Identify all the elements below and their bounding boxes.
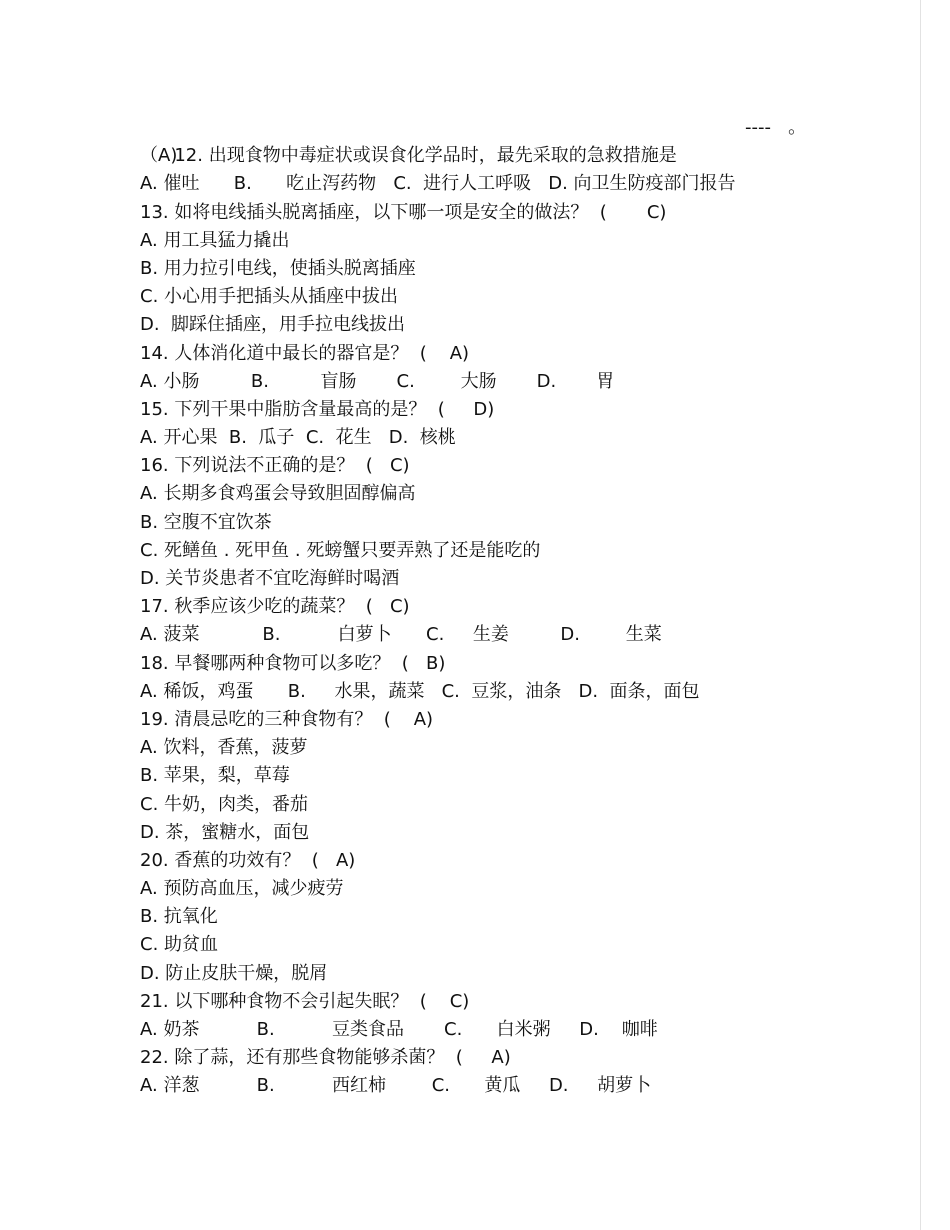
question-20-text: 20. 香蕉的功效有？ ( A) xyxy=(140,849,356,871)
question-13-option-b: B. 用力拉引电线，使插头脱离插座 xyxy=(140,257,416,279)
question-14-text: 14. 人体消化道中最长的器官是？ ( A) xyxy=(140,342,470,364)
question-21-text: 21. 以下哪种食物不会引起失眠？ ( C) xyxy=(140,990,470,1012)
question-16-text: 16. 下列说法不正确的是？ ( C) xyxy=(140,455,410,477)
question-12-line-1 xyxy=(140,114,820,167)
question-22-options: A. 洋葱 B. 西红柿 C. 黄瓜 D. 胡萝卜 xyxy=(140,1075,652,1097)
question-17-options: A. 菠菜 B. 白萝卜 C. 生姜 D. 生菜 xyxy=(140,624,662,646)
question-19-option-b: B. 苹果，梨，草莓 xyxy=(140,765,290,787)
page-edge-divider xyxy=(920,0,921,1230)
quiz-text-body xyxy=(140,114,820,1101)
question-20-option-a: A. 预防高血压，减少疲劳 xyxy=(140,878,344,900)
question-14-options: A. 小肠 B. 盲肠 C. 大肠 D. 胃 xyxy=(140,370,615,392)
question-13-option-c: C. 小心用手把插头从插座中拔出 xyxy=(140,286,399,308)
question-16-option-d: D. 关节炎患者不宜吃海鲜时喝酒 xyxy=(140,568,400,589)
question-22-text: 22. 除了蒜，还有那些食物能够杀菌？ ( A) xyxy=(140,1047,511,1069)
question-16-option-a: A. 长期多食鸡蛋会导致胆固醇偏高 xyxy=(140,483,416,505)
question-20-option-d: D. 防止皮肤干燥，脱屑 xyxy=(140,962,328,984)
question-13-text: 13. 如将电线插头脱离插座，以下哪一项是安全的做法？ ( C) xyxy=(140,201,667,223)
question-13-option-d: D. 脚踩住插座，用手拉电线拔出 xyxy=(140,314,406,336)
question-17-text: 17. 秋季应该少吃的蔬菜？ ( C) xyxy=(140,596,410,618)
question-20-option-b: B. 抗氧化 xyxy=(140,906,218,928)
question-12-text: 12. 出现食物中毒症状或误食化学品时，最先采取的急救措施是 xyxy=(174,145,677,167)
question-13-option-a: A. 用工具猛力撬出 xyxy=(140,229,290,251)
question-16-option-b: B. 空腹不宜饮茶 xyxy=(140,511,272,533)
question-19-text: 19. 清晨忌吃的三种食物有？ ( A) xyxy=(140,708,434,730)
question-19-option-a: A. 饮料，香蕉，菠萝 xyxy=(140,737,308,759)
question-15-options: A. 开心果 B. 瓜子 C. 花生 D. 核桃 xyxy=(140,427,456,449)
question-19-option-c: C. 牛奶，肉类，番茄 xyxy=(140,793,309,815)
question-18-text: 18. 早餐哪两种食物可以多吃？ ( B) xyxy=(140,652,446,674)
question-12-answer: （A) xyxy=(140,145,178,167)
question-19-option-d: D. 茶，蜜糖水，面包 xyxy=(140,821,310,843)
question-12-blank: ---- 。 xyxy=(745,117,807,138)
question-16-option-c: C. 死鳝鱼 . 死甲鱼 . 死螃蟹只要弄熟了还是能吃的 xyxy=(140,539,541,561)
question-12-options: A. 催吐 B. 吃止泻药物 C. 进行人工呼吸 D. 向卫生防疫部门报告 xyxy=(140,173,736,195)
question-15-text: 15. 下列干果中脂肪含量最高的是？ ( D) xyxy=(140,398,495,420)
question-21-options: A. 奶茶 B. 豆类食品 C. 白米粥 D. 咖啡 xyxy=(140,1019,658,1040)
question-18-options: A. 稀饭，鸡蛋 B. 水果，蔬菜 C. 豆浆，油条 D. 面条，面包 xyxy=(140,680,700,702)
question-20-option-c: C. 助贫血 xyxy=(140,934,219,956)
